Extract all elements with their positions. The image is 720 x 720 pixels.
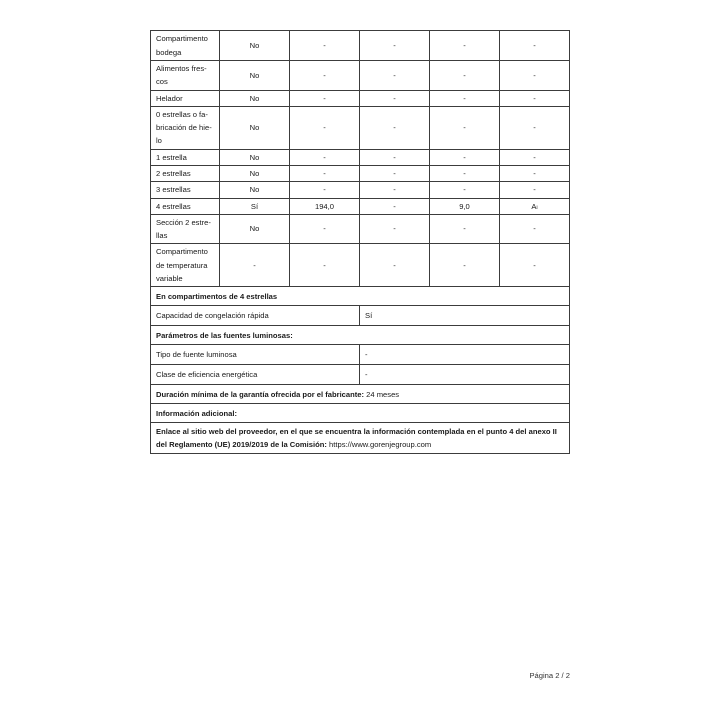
section-row [151, 404, 570, 423]
cell: - [290, 182, 360, 198]
cell: - [290, 244, 360, 287]
cell: Aₗ [500, 198, 570, 214]
cell: - [500, 149, 570, 165]
cell: - [290, 214, 360, 244]
cell: - [290, 149, 360, 165]
cell: No [220, 31, 290, 61]
table-row [151, 423, 570, 454]
row-label: 0 estrellas o fa-bricación de hie-lo [151, 106, 220, 149]
cell: - [220, 244, 290, 287]
table-row [151, 182, 570, 198]
cell: - [430, 214, 500, 244]
energy-class-label: Clase de eficiencia energética [151, 365, 360, 385]
cell: - [430, 31, 500, 61]
row-label: 1 estrella [151, 149, 220, 165]
cell: - [430, 106, 500, 149]
row-label: Helador [151, 90, 220, 106]
cell: - [430, 90, 500, 106]
cell: 9,0 [430, 198, 500, 214]
row-label: Compartimento bodega [151, 31, 220, 61]
cell: - [290, 61, 360, 91]
cell: No [220, 106, 290, 149]
cell: - [360, 182, 430, 198]
table-row [151, 306, 570, 326]
light-type-label: Tipo de fuente luminosa [151, 345, 360, 365]
warranty-cell [151, 385, 570, 404]
cell: - [500, 214, 570, 244]
cell: - [430, 165, 500, 181]
table-row [151, 345, 570, 365]
supplier-link-cell [151, 423, 570, 454]
four-star-heading: En compartimentos de 4 estrellas [151, 287, 570, 306]
cell: - [430, 61, 500, 91]
cell: - [500, 106, 570, 149]
row-label: Alimentos fres-cos [151, 61, 220, 91]
cell: - [360, 106, 430, 149]
table-row [151, 365, 570, 385]
supplier-link-label: Enlace al sitio web del proveedor, en el que se encuentra la información contemplada en el punto 4 del anexo II del Reglamento (UE) 2019/2019 de la Comisión: [156, 426, 557, 450]
table-row [151, 385, 570, 404]
cell: - [290, 165, 360, 181]
table-row [151, 106, 570, 149]
cell: 194,0 [290, 198, 360, 214]
supplier-link[interactable]: https://www.gorenjegroup.com [329, 440, 432, 450]
cell: - [430, 182, 500, 198]
cell: No [220, 214, 290, 244]
section-row [151, 326, 570, 345]
warranty-value: 24 meses [366, 389, 400, 399]
compartment-table [150, 30, 570, 454]
cell: - [360, 31, 430, 61]
table-row [151, 149, 570, 165]
table-row [151, 165, 570, 181]
row-label: 4 estrellas [151, 198, 220, 214]
cell: - [430, 149, 500, 165]
warranty-label: Duración mínima de la garantía ofrecida por el fabricante: [156, 389, 365, 399]
table-row [151, 31, 570, 61]
cell: - [360, 165, 430, 181]
cell: - [500, 31, 570, 61]
row-label: Compartimento de temperatura variable [151, 244, 220, 287]
table-row [151, 90, 570, 106]
cell: - [360, 149, 430, 165]
fast-freeze-value: Sí [360, 306, 570, 326]
table-row [151, 61, 570, 91]
cell: No [220, 165, 290, 181]
cell: No [220, 61, 290, 91]
section-row [151, 287, 570, 306]
table-row [151, 214, 570, 244]
cell: - [360, 90, 430, 106]
cell: - [500, 182, 570, 198]
cell: - [500, 61, 570, 91]
cell: - [290, 90, 360, 106]
cell: - [360, 198, 430, 214]
cell: No [220, 149, 290, 165]
cell: - [360, 214, 430, 244]
row-label: Sección 2 estre-llas [151, 214, 220, 244]
cell: - [500, 165, 570, 181]
cell: No [220, 182, 290, 198]
fast-freeze-label: Capacidad de congelación rápida [151, 306, 360, 326]
light-heading: Parámetros de las fuentes luminosas: [151, 326, 570, 345]
cell: Sí [220, 198, 290, 214]
additional-heading: Información adicional: [151, 404, 570, 423]
cell: - [430, 244, 500, 287]
cell: - [290, 31, 360, 61]
energy-class-value: - [360, 365, 570, 385]
cell: - [290, 106, 360, 149]
table-row [151, 198, 570, 214]
row-label: 3 estrellas [151, 182, 220, 198]
cell: - [500, 90, 570, 106]
cell: - [500, 244, 570, 287]
light-type-value: - [360, 345, 570, 365]
row-label: 2 estrellas [151, 165, 220, 181]
cell: - [360, 61, 430, 91]
cell: - [360, 244, 430, 287]
table-row [151, 244, 570, 287]
page-number: Página 2 / 2 [529, 671, 570, 680]
cell: No [220, 90, 290, 106]
